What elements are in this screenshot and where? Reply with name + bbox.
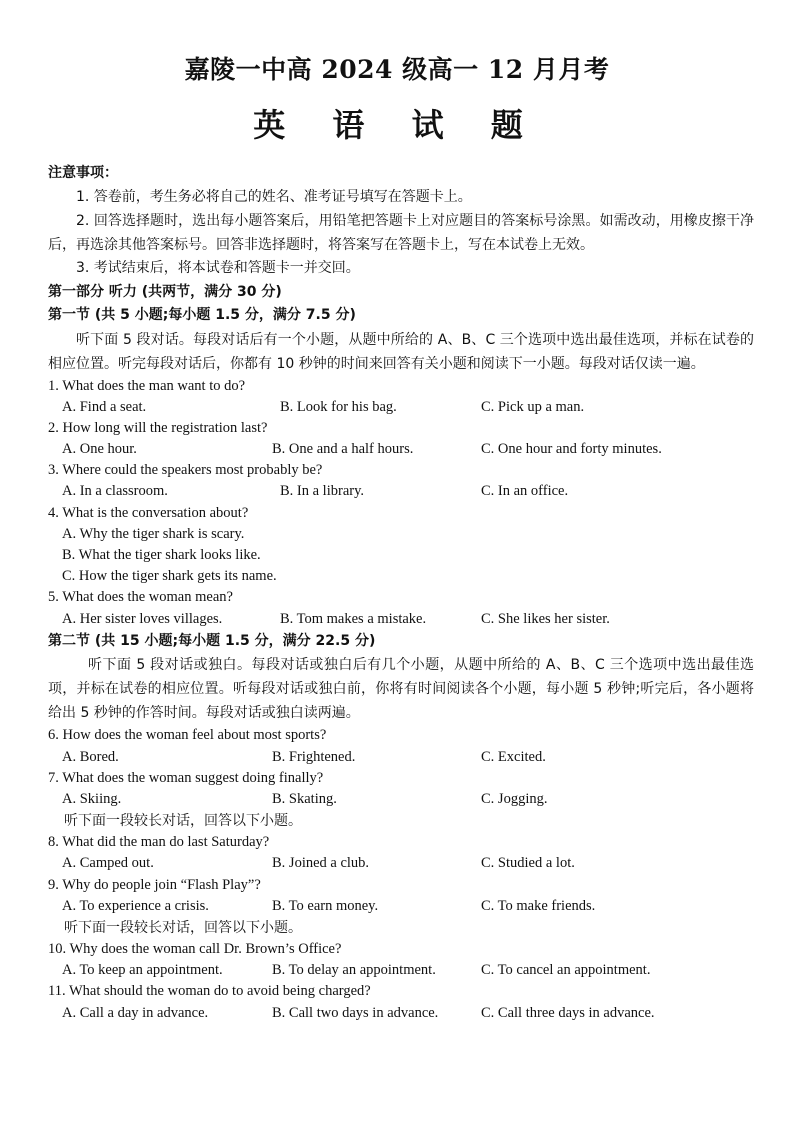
notice-heading: 注意事项： [48, 165, 118, 181]
option-a: A. In a classroom. [62, 483, 168, 500]
option-b: B. Call two days in advance. [272, 1004, 439, 1021]
question-10: 10. Why does the woman call Dr. Brown’s Office? [48, 940, 342, 957]
option-a: A. Camped out. [62, 855, 154, 872]
question-3: 3. Where could the speakers most probably be? [48, 462, 323, 479]
option-c: C. In an office. [481, 483, 569, 500]
option-a: A. To keep an appointment. [62, 962, 223, 979]
option-c: C. To make friends. [481, 897, 596, 914]
option-b: B. To earn money. [272, 897, 379, 914]
question-10-options [48, 960, 754, 981]
option-b: B. In a library. [280, 483, 365, 500]
question-6: 6. How does the woman feel about most sports? [48, 727, 327, 744]
option-b: B. One and a half hours. [272, 441, 414, 458]
notice-item-2: 2. 回答选择题时，选出每小题答案后，用铅笔把答题卡上对应题目的答案标号涂黑。如需改动，用橡皮擦干净后，再选涂其他答案标号。回答非选择题时，将答案写在答题卡上，写在本试卷上无效。 [48, 213, 754, 253]
question-5-options [48, 609, 754, 630]
subject-title: 英 语 试 题 [253, 106, 541, 144]
option-c: C. Call three days in advance. [481, 1004, 655, 1021]
question-4: 4. What is the conversation about? [48, 504, 249, 521]
question-8: 8. What did the man do last Saturday? [48, 834, 270, 851]
question-6-options [48, 747, 754, 768]
part1-heading: 第一部分 听力 (共两节，满分 30 分) [48, 283, 282, 300]
option-c: C. How the tiger shark gets its name. [62, 568, 277, 585]
exam-content [48, 162, 754, 1024]
option-c: C. Pick up a man. [481, 398, 585, 415]
option-a: A. Call a day in advance. [62, 1004, 209, 1021]
notice-item-3: 3. 考试结束后，将本试卷和答题卡一并交回。 [76, 260, 360, 276]
option-a: A. Her sister loves villages. [62, 610, 223, 627]
question-9: 9. Why do people join “Flash Play”? [48, 876, 261, 893]
option-a: A. Find a seat. [62, 398, 147, 415]
exam-title: 嘉陵一中高 2024 级高一 12 月月考 [184, 55, 610, 84]
option-a: A. To experience a crisis. [62, 897, 209, 914]
option-c: C. Jogging. [481, 790, 548, 807]
long-dialogue-note: 听下面一段较长对话，回答以下小题。 [64, 813, 302, 830]
question-7: 7. What does the woman suggest doing finally? [48, 769, 324, 786]
question-2: 2. How long will the registration last? [48, 419, 268, 436]
notice-item-1: 1. 答卷前，考生务必将自己的姓名、准考证号填写在答题卡上。 [76, 188, 472, 205]
section1-heading: 第一节 (共 5 小题;每小题 1.5 分，满分 7.5 分) [48, 307, 356, 323]
option-b: B. Joined a club. [272, 855, 370, 872]
option-b: B. Tom makes a mistake. [280, 610, 427, 627]
option-a: A. Why the tiger shark is scary. [62, 525, 245, 542]
option-b: B. What the tiger shark looks like. [62, 547, 261, 564]
option-c: C. Excited. [481, 748, 546, 765]
question-3-options [48, 481, 754, 502]
question-1-options [48, 397, 754, 418]
question-2-options [48, 439, 754, 460]
question-8-options [48, 853, 754, 874]
section2-heading: 第二节 (共 15 小题;每小题 1.5 分，满分 22.5 分) [48, 632, 376, 649]
question-9-options [48, 896, 754, 917]
option-b: B. Look for his bag. [280, 398, 397, 415]
option-c: C. Studied a lot. [481, 855, 575, 872]
long-dialogue-note: 听下面一段较长对话，回答以下小题。 [64, 919, 302, 936]
question-11-options [48, 1003, 754, 1024]
option-a: A. One hour. [62, 441, 137, 458]
question-11: 11. What should the woman do to avoid being charged? [48, 983, 371, 1000]
option-b: B. To delay an appointment. [272, 962, 436, 979]
section1-instructions: 听下面 5 段对话。每段对话后有一个小题，从题中所给的 A、B、C 三个选项中选出最佳选项，并标在试卷的相应位置。听完每段对话后，你都有 10 秒钟的时间来回答有关小题和阅读下一小题。每段对话仅读一遍。 [48, 331, 754, 372]
question-5: 5. What does the woman mean? [48, 589, 233, 606]
option-a: A. Skiing. [62, 790, 122, 807]
option-b: B. Frightened. [272, 748, 356, 765]
option-c: C. To cancel an appointment. [481, 962, 651, 979]
question-7-options [48, 789, 754, 810]
option-a: A. Bored. [62, 748, 119, 765]
option-b: B. Skating. [272, 790, 337, 807]
question-1: 1. What does the man want to do? [48, 377, 246, 394]
section2-instructions: 听下面 5 段对话或独白。每段对话或独白后有几个小题，从题中所给的 A、B、C 三个选项中选出最佳选项，并标在试卷的相应位置。听每段对话或独白前，你将有时间阅读各个小题，每小题 5 秒钟;听完后，各小题将给出 5 秒钟的作答时间。每段对话或独白读两遍。 [48, 657, 754, 722]
option-c: C. One hour and forty minutes. [481, 441, 662, 458]
option-c: C. She likes her sister. [481, 610, 610, 627]
